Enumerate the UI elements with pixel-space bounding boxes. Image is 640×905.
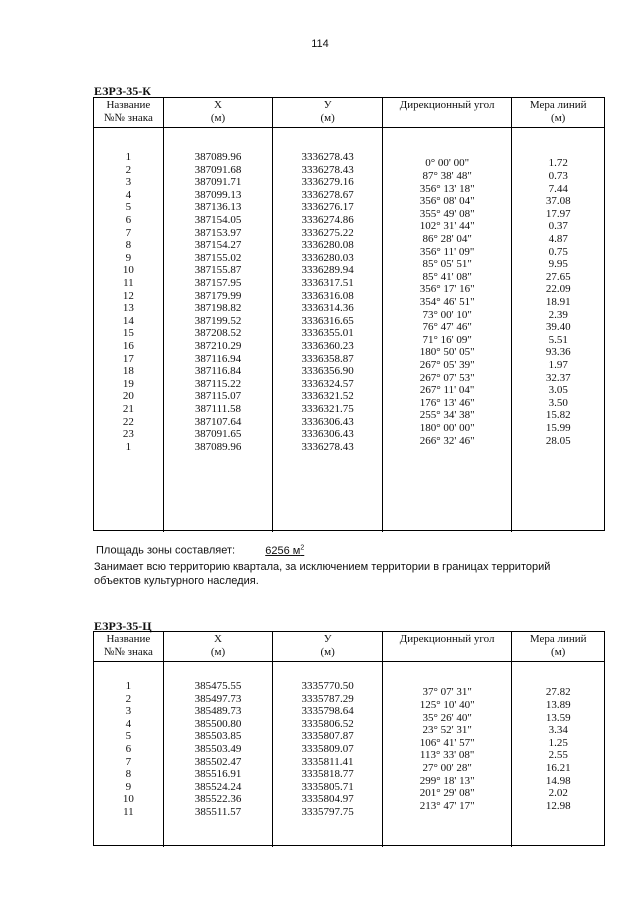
header-name: Название №№ знака — [94, 98, 164, 127]
page-number: 114 — [311, 38, 329, 50]
column-y — [273, 662, 383, 847]
table-cell-n: 16 — [122, 340, 134, 352]
table-cell-y: 3336360.23 — [301, 340, 354, 352]
table-cell-len: 1.72 — [548, 157, 568, 170]
table-cell-n: 8 — [125, 768, 132, 781]
table-cell-len: 17.97 — [545, 207, 571, 220]
table-cell-y: 3336274.86 — [301, 214, 354, 226]
table-cell-y: 3336321.75 — [301, 403, 354, 415]
table-cell-angle: 355° 49' 08" — [419, 207, 475, 220]
area-label: Площадь зоны составляет: — [96, 544, 236, 557]
table-cell-angle: 71° 16' 09" — [422, 333, 472, 346]
table-cell-x: 387107.64 — [194, 415, 242, 428]
table-cell-y: 3335798.64 — [301, 705, 354, 718]
table-cell-len: 27.65 — [545, 270, 571, 283]
table-cell-angle: 180° 50' 05" — [419, 346, 475, 359]
column-x — [164, 662, 274, 847]
table-cell-n: 22 — [122, 415, 134, 428]
table-cell-x: 387153.97 — [194, 226, 242, 239]
table-cell-n: 9 — [125, 780, 132, 793]
table-cell-angle: 113° 33' 08" — [419, 749, 475, 762]
table-cell-len: 4.87 — [548, 232, 568, 245]
table-cell-len: 14.98 — [545, 774, 571, 787]
table-cell-angle: 87° 38' 48" — [422, 169, 472, 182]
table-cell-n: 9 — [125, 251, 132, 264]
table-cell-n: 1 — [125, 680, 132, 692]
table-cell-y: 3336317.51 — [301, 277, 354, 289]
zone-description: Занимает всю территорию квартала, за исключением территории в границах территорий объектов культурного наследия. — [94, 561, 551, 587]
table-cell-len: 3.50 — [548, 396, 568, 409]
table-cell-y: 3336321.52 — [301, 390, 354, 403]
table-cell-len: 1.97 — [548, 358, 568, 371]
table-cell-n: 1 — [125, 151, 132, 163]
table-cell-angle: 356° 11' 09" — [419, 245, 475, 258]
table-cell-len: 13.59 — [545, 711, 571, 724]
table-body — [94, 662, 604, 847]
column-name — [94, 662, 164, 847]
table-cell-angle: 106° 41' 57" — [419, 736, 475, 749]
table-header — [94, 98, 604, 128]
table-cell-n: 14 — [122, 314, 134, 327]
table-cell-angle: 266° 32' 46" — [419, 434, 475, 447]
table-cell-len: 22.09 — [545, 283, 571, 296]
table-cell-x: 387210.29 — [194, 340, 242, 352]
table-cell-len: 93.36 — [545, 346, 571, 359]
table-cell-y: 3336276.17 — [301, 201, 354, 214]
table-cell-angle: 267° 05' 39" — [419, 358, 475, 371]
table-cell-len: 3.34 — [548, 724, 568, 737]
table-cell-n: 2 — [125, 163, 132, 176]
table-cell-angle: 213° 47' 17" — [419, 799, 475, 812]
table-cell-y: 3336279.16 — [301, 176, 354, 189]
table-cell-y: 3335807.87 — [301, 730, 354, 743]
table-header — [94, 632, 604, 662]
table-cell-angle: 76° 47' 46" — [422, 321, 472, 334]
table-cell-y: 3336358.87 — [301, 352, 354, 365]
header-x: X (м) — [164, 98, 274, 127]
table-cell-n: 20 — [122, 390, 134, 403]
table-cell-angle: 267° 07' 53" — [419, 371, 475, 384]
table-cell-x: 387089.96 — [194, 440, 242, 453]
table-cell-n: 3 — [125, 176, 132, 189]
section-title-1: ЕЗРЗ-35-К — [94, 84, 151, 98]
table-cell-y: 3336306.43 — [301, 428, 354, 441]
table-cell-len: 32.37 — [545, 371, 571, 384]
table-cell-len: 2.39 — [548, 308, 568, 321]
area-line — [96, 544, 304, 557]
table-cell-angle: 267° 11' 04" — [419, 384, 475, 397]
table-cell-y: 3336306.43 — [301, 415, 354, 428]
table-cell-x: 385522.36 — [194, 793, 242, 806]
table-cell-y: 3335787.29 — [301, 692, 354, 705]
table-cell-y: 3336275.22 — [301, 226, 354, 239]
table-cell-n: 4 — [125, 717, 132, 730]
table-cell-n: 3 — [125, 705, 132, 718]
table-cell-x: 385489.73 — [194, 705, 242, 718]
table-cell-x: 387099.13 — [194, 188, 242, 201]
table-cell-x: 385511.57 — [194, 806, 242, 818]
table-cell-x: 387089.96 — [194, 151, 242, 163]
table-cell-len: 16.21 — [545, 761, 571, 774]
coordinates-table-2 — [93, 631, 605, 846]
table-cell-x: 387111.58 — [195, 403, 241, 415]
column-angle — [383, 662, 512, 847]
table-cell-n: 10 — [122, 793, 134, 806]
table-cell-n: 5 — [125, 201, 132, 214]
table-cell-len: 9.95 — [548, 258, 568, 271]
header-angle: Дирекционный угол — [383, 632, 512, 661]
table-cell-len: 27.82 — [545, 686, 571, 699]
table-cell-y: 3336314.36 — [301, 302, 354, 315]
table-cell-y: 3335797.75 — [301, 806, 354, 818]
table-cell-n: 15 — [122, 327, 134, 340]
table-cell-angle: 356° 13' 18" — [419, 182, 475, 195]
table-cell-y: 3336316.08 — [301, 289, 354, 302]
table-cell-x: 387091.65 — [194, 428, 242, 441]
table-cell-angle: 180° 00' 00" — [419, 421, 475, 434]
column-name — [94, 128, 164, 532]
table-cell-angle: 255° 34' 38" — [419, 409, 475, 422]
table-cell-angle: 85° 41' 08" — [422, 270, 472, 283]
table-cell-y: 3335806.52 — [301, 717, 354, 730]
table-cell-len: 2.02 — [548, 787, 568, 800]
area-value: 6256 $м^2$ — [265, 544, 305, 557]
table-cell-angle: 125° 10' 40" — [419, 698, 475, 711]
table-cell-y: 3335809.07 — [301, 743, 354, 755]
table-cell-y: 3336289.94 — [301, 264, 354, 277]
table-cell-y: 3335811.41 — [301, 755, 354, 768]
table-cell-n: 11 — [123, 806, 134, 818]
table-cell-x: 387199.52 — [194, 314, 242, 327]
column-x — [164, 128, 274, 532]
table-cell-x: 387154.27 — [194, 239, 242, 252]
table-cell-angle: 299° 18' 13" — [419, 774, 475, 787]
table-cell-angle: 85° 05' 51" — [422, 258, 472, 271]
table-cell-y: 3336278.43 — [301, 151, 354, 163]
table-cell-angle: 86° 28' 04" — [422, 232, 472, 245]
table-cell-x: 387116.84 — [194, 365, 242, 378]
table-cell-len: 15.99 — [545, 421, 571, 434]
table-cell-y: 3335804.97 — [301, 793, 354, 806]
table-cell-len: 0.75 — [548, 245, 568, 258]
header-y: У (м) — [273, 632, 383, 661]
coordinates-table-1 — [93, 97, 605, 531]
table-cell-n: 2 — [125, 692, 132, 705]
table-cell-x: 387115.07 — [194, 390, 242, 403]
table-cell-n: 8 — [125, 239, 132, 252]
table-cell-len: 15.82 — [545, 409, 571, 422]
column-length — [512, 662, 604, 847]
table-cell-len: 1.25 — [548, 736, 568, 749]
table-cell-x: 385497.73 — [194, 692, 242, 705]
table-cell-angle: 201° 29' 08" — [419, 787, 475, 800]
column-length — [512, 128, 604, 532]
table-cell-angle: 356° 17' 16" — [419, 283, 475, 296]
table-cell-angle: 356° 08' 04" — [419, 195, 475, 208]
table-cell-n: 17 — [122, 352, 134, 365]
table-cell-x: 387157.95 — [194, 277, 242, 289]
table-cell-angle: 176° 13' 46" — [419, 396, 475, 409]
table-cell-y: 3335770.50 — [301, 680, 354, 692]
table-cell-n: 11 — [123, 277, 134, 289]
column-y — [273, 128, 383, 532]
table-cell-len: 39.40 — [545, 321, 571, 334]
table-cell-n: 23 — [122, 428, 134, 441]
section-title-2: ЕЗРЗ-35-Ц — [94, 619, 152, 633]
table-cell-y: 3336278.67 — [301, 188, 354, 201]
header-name: Название №№ знака — [94, 632, 164, 661]
table-cell-len: 0.73 — [548, 169, 568, 182]
table-cell-n: 21 — [122, 403, 134, 415]
table-cell-len: 3.05 — [548, 384, 568, 397]
header-y: У (м) — [273, 98, 383, 127]
table-cell-y: 3336280.03 — [301, 251, 354, 264]
table-cell-x: 387091.71 — [194, 176, 242, 189]
table-cell-x: 387155.87 — [194, 264, 242, 277]
table-cell-x: 387198.82 — [194, 302, 242, 315]
table-cell-x: 385524.24 — [194, 780, 242, 793]
table-cell-len: 5.51 — [548, 333, 568, 346]
table-cell-y: 3336316.65 — [301, 314, 354, 327]
table-cell-y: 3336324.57 — [301, 377, 354, 390]
table-cell-x: 387179.99 — [194, 289, 242, 302]
table-cell-y: 3336278.43 — [301, 440, 354, 453]
table-cell-n: 1 — [125, 440, 132, 453]
table-cell-x: 385516.91 — [194, 768, 242, 781]
column-angle — [383, 128, 512, 532]
table-cell-angle: 354° 46' 51" — [419, 295, 475, 308]
table-cell-n: 13 — [122, 302, 134, 315]
table-cell-angle: 0° 00' 00" — [425, 157, 470, 170]
table-cell-len: 18.91 — [545, 295, 571, 308]
table-cell-len: 7.44 — [548, 182, 568, 195]
table-cell-len: 12.98 — [545, 799, 571, 812]
table-cell-n: 10 — [122, 264, 134, 277]
table-cell-n: 18 — [122, 365, 134, 378]
table-cell-n: 19 — [122, 377, 134, 390]
table-cell-n: 6 — [125, 214, 132, 226]
table-cell-len: 2.55 — [548, 749, 568, 762]
table-cell-y: 3335818.77 — [301, 768, 354, 781]
table-cell-x: 385503.85 — [194, 730, 242, 743]
table-cell-n: 12 — [122, 289, 134, 302]
table-cell-y: 3336355.01 — [301, 327, 354, 340]
table-cell-x: 387091.68 — [194, 163, 242, 176]
table-cell-len: 0.37 — [548, 220, 568, 233]
table-cell-x: 385475.55 — [194, 680, 242, 692]
header-angle: Дирекционный угол — [383, 98, 512, 127]
table-cell-len: 37.08 — [545, 195, 571, 208]
header-x: X (м) — [164, 632, 274, 661]
table-cell-angle: 102° 31' 44" — [419, 220, 475, 233]
table-cell-angle: 23° 52' 31" — [422, 724, 472, 737]
table-cell-y: 3335805.71 — [301, 780, 354, 793]
table-body — [94, 128, 604, 532]
table-cell-x: 385500.80 — [194, 717, 242, 730]
header-length: Мера линий (м) — [529, 99, 587, 124]
table-cell-y: 3336356.90 — [301, 365, 354, 378]
table-cell-x: 385502.47 — [194, 755, 242, 768]
table-cell-angle: 37° 07' 31" — [422, 686, 472, 699]
table-cell-n: 6 — [125, 743, 132, 755]
table-cell-angle: 35° 26' 40" — [422, 711, 472, 724]
table-cell-x: 387136.13 — [194, 201, 242, 214]
table-cell-angle: 27° 00' 28" — [422, 761, 472, 774]
table-cell-x: 387154.05 — [194, 214, 242, 226]
table-cell-len: 13.89 — [545, 698, 571, 711]
table-cell-angle: 73° 00' 10" — [422, 308, 472, 321]
table-cell-y: 3336280.08 — [301, 239, 354, 252]
table-cell-n: 7 — [125, 226, 132, 239]
table-cell-x: 387155.02 — [194, 251, 242, 264]
table-cell-n: 4 — [125, 188, 132, 201]
table-cell-x: 387115.22 — [194, 377, 242, 390]
table-cell-n: 5 — [125, 730, 132, 743]
table-cell-y: 3336278.43 — [301, 163, 354, 176]
table-cell-x: 385503.49 — [194, 743, 242, 755]
header-length: Мера линий (м) — [529, 633, 587, 658]
table-cell-x: 387208.52 — [194, 327, 242, 340]
table-cell-n: 7 — [125, 755, 132, 768]
table-cell-x: 387116.94 — [194, 352, 242, 365]
table-cell-len: 28.05 — [545, 434, 571, 447]
